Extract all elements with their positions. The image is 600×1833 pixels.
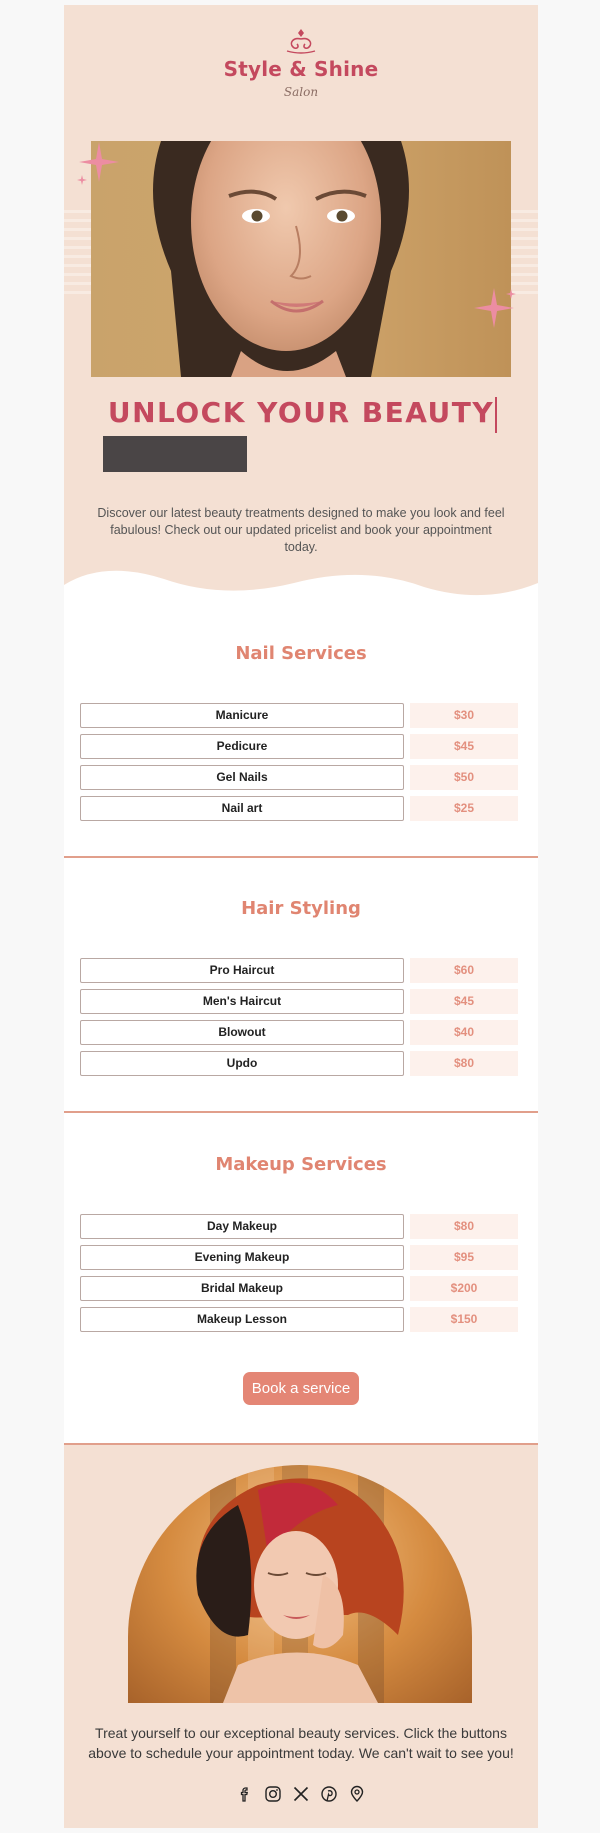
book-service-button[interactable]: Book a service — [243, 1372, 359, 1405]
redacted-block — [103, 436, 247, 472]
hero-section — [64, 5, 538, 601]
hero-intro-text: Discover our latest beauty treatments designed to make you look and feel fabulous! Check out our updated pricelist and book your appointment today. — [97, 506, 505, 554]
hero-model-photo — [91, 141, 511, 377]
service-name[interactable]: Bridal Makeup — [80, 1276, 404, 1301]
pinterest-icon[interactable] — [320, 1785, 338, 1803]
service-price: $25 — [410, 796, 518, 821]
sparkle-icon — [74, 137, 124, 187]
footer-message: Treat yourself to our exceptional beauty services. Click the buttons above to schedule your appointment today. We can't wait to see you! — [88, 1725, 514, 1761]
wave-divider — [64, 565, 538, 601]
service-price: $40 — [410, 1020, 518, 1045]
service-row[interactable] — [80, 796, 518, 821]
salon-logo-icon — [283, 27, 319, 55]
service-price: $200 — [410, 1276, 518, 1301]
service-price: $95 — [410, 1245, 518, 1270]
service-price: $45 — [410, 989, 518, 1014]
service-price: $150 — [410, 1307, 518, 1332]
service-name[interactable]: Men's Haircut — [80, 989, 404, 1014]
service-row[interactable] — [80, 734, 518, 759]
service-price: $30 — [410, 703, 518, 728]
service-price: $60 — [410, 958, 518, 983]
section-divider — [64, 1111, 538, 1113]
brand-name: Style & Shine — [223, 57, 379, 81]
model-portrait-illustration — [91, 141, 511, 377]
section-title-makeup: Makeup Services — [215, 1154, 387, 1175]
instagram-icon[interactable] — [264, 1785, 282, 1803]
service-price: $80 — [410, 1214, 518, 1239]
service-price: $50 — [410, 765, 518, 790]
facebook-icon[interactable] — [236, 1785, 254, 1803]
text-cursor — [495, 397, 497, 433]
service-price: $45 — [410, 734, 518, 759]
service-row[interactable] — [80, 958, 518, 983]
service-row[interactable] — [80, 1214, 518, 1239]
service-name[interactable]: Gel Nails — [80, 765, 404, 790]
service-name[interactable]: Manicure — [80, 703, 404, 728]
section-divider — [64, 856, 538, 858]
service-name[interactable]: Nail art — [80, 796, 404, 821]
service-name[interactable]: Evening Makeup — [80, 1245, 404, 1270]
service-row[interactable] — [80, 703, 518, 728]
section-title-nail: Nail Services — [235, 643, 367, 664]
email-container — [64, 5, 538, 1828]
hair-model-illustration — [128, 1465, 472, 1703]
section-title-hair: Hair Styling — [241, 898, 361, 919]
x-icon[interactable] — [292, 1785, 310, 1803]
service-name[interactable]: Blowout — [80, 1020, 404, 1045]
location-pin-icon[interactable] — [348, 1785, 366, 1803]
service-row[interactable] — [80, 765, 518, 790]
service-name[interactable]: Day Makeup — [80, 1214, 404, 1239]
service-name[interactable]: Makeup Lesson — [80, 1307, 404, 1332]
footer-section — [64, 1443, 538, 1828]
service-name[interactable]: Pro Haircut — [80, 958, 404, 983]
service-row[interactable] — [80, 1307, 518, 1332]
service-row[interactable] — [80, 1276, 518, 1301]
sparkle-icon — [469, 283, 519, 333]
service-row[interactable] — [80, 1051, 518, 1076]
social-links — [64, 1785, 538, 1803]
service-name[interactable]: Pedicure — [80, 734, 404, 759]
service-name[interactable]: Updo — [80, 1051, 404, 1076]
footer-model-photo — [128, 1465, 472, 1703]
service-price: $80 — [410, 1051, 518, 1076]
brand-subtitle: Salon — [283, 85, 319, 99]
service-row[interactable] — [80, 1020, 518, 1045]
hero-headline: UNLOCK YOUR BEAUTY — [107, 396, 495, 429]
service-row[interactable] — [80, 989, 518, 1014]
service-row[interactable] — [80, 1245, 518, 1270]
